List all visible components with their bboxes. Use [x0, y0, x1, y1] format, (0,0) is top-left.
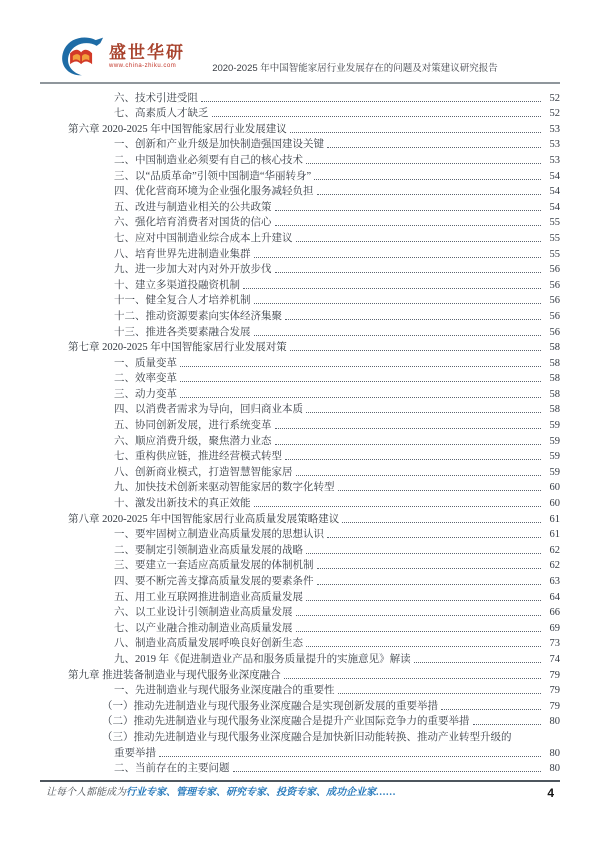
brand-name: 盛世华研 [109, 42, 185, 62]
toc-entry [40, 89, 560, 105]
toc-entry-page: 79 [549, 685, 560, 697]
dot-leader [306, 553, 541, 554]
footer-slogan-highlight: 行业专家、管理专家、研究专家、投资专家、成功企业家…… [126, 787, 396, 798]
page-footer [46, 786, 554, 800]
toc-entry-page: 59 [549, 451, 560, 463]
toc-entry-page: 80 [549, 716, 560, 728]
toc-entry-text: 第七章 2020-2025 年中国智能家居行业发展对策 [68, 342, 287, 354]
toc-entry-text: 重要举措 [114, 747, 156, 759]
company-logo [60, 34, 185, 78]
footer-slogan [46, 786, 396, 800]
toc-entry-text: 四、要不断完善支撑高质量发展的要素条件 [114, 576, 314, 587]
toc-entry [40, 650, 560, 666]
toc-entry-page: 56 [549, 326, 560, 338]
toc-entry-text: 七、应对中国制造业综合成本上升建议 [114, 232, 293, 244]
dot-leader [306, 163, 541, 164]
dot-leader [317, 584, 542, 585]
toc-entry-page: 56 [549, 295, 560, 307]
dot-leader [284, 678, 541, 679]
toc-entry-text: 三、要建立一套适应高质量发展的体制机制 [114, 560, 314, 572]
dot-leader [233, 771, 542, 772]
toc-entry [40, 619, 560, 635]
toc-entry-text: 二、要制定引领制造业高质量发展的战略 [114, 544, 303, 556]
toc-entry-text: 七、高素质人才缺乏 [114, 108, 209, 120]
toc-entry-text: 七、以产业融合推动制造业高质量发展 [114, 622, 293, 634]
toc-entry [40, 463, 560, 479]
dot-leader [290, 350, 541, 351]
toc-entry-text: 七、重构供应链，推进经营模式转型 [114, 451, 282, 463]
toc-entry-page: 59 [549, 466, 560, 478]
dot-leader [285, 319, 541, 320]
toc-entry-text: 九、进一步加大对内对外开放步伐 [114, 264, 272, 276]
toc-entry-text: 九、2019 年《促进制造业产品和服务质量提升的实施意见》解读 [114, 653, 411, 665]
toc-entry-page: 55 [549, 217, 560, 229]
dot-leader [317, 194, 542, 195]
toc-entry-text: 十一、健全复合人才培养机制 [114, 295, 251, 307]
toc-entry [40, 136, 560, 152]
toc-entry [40, 385, 560, 401]
toc-entry-text: 二、效率变革 [114, 373, 177, 385]
toc-entry-text: 三、动力变革 [114, 388, 177, 400]
toc-entry [40, 339, 560, 355]
toc-entry-text: 第九章 推进装备制造业与现代服务业深度融合 [68, 669, 281, 681]
toc-entry-text: 八、创新商业模式，打造智慧智能家居 [114, 466, 293, 478]
toc-entry-text: 三、以“品质革命”引领中国制造“华丽转身” [114, 170, 312, 182]
toc-entry-text: （二）推动先进制造业与现代服务业深度融合是提升产业国际竞争力的重要举措 [102, 716, 470, 728]
dot-leader [180, 397, 541, 398]
toc-entry-page: 52 [549, 108, 560, 120]
toc-entry-page: 54 [549, 170, 560, 182]
toc-entry [40, 229, 560, 245]
toc-entry-page: 56 [549, 264, 560, 276]
dot-leader [296, 615, 542, 616]
toc-entry-text: （一）推动先进制造业与现代服务业深度融合是实现创新发展的重要举措 [102, 700, 438, 712]
logo-text-block [109, 44, 185, 69]
toc-entry [40, 183, 560, 199]
dot-leader [441, 709, 541, 710]
dot-leader [275, 225, 542, 226]
dot-leader [275, 210, 542, 211]
dot-leader [212, 116, 542, 117]
toc-entry-page: 69 [549, 622, 560, 634]
toc-entry-text: 六、强化培育消费者对国货的信心 [114, 217, 272, 229]
dot-leader [296, 475, 542, 476]
toc-entry-text: 九、加快技术创新来驱动智能家居的数字化转型 [114, 482, 335, 494]
toc-entry-text: 四、优化营商环境为企业强化服务减轻负担 [114, 186, 314, 198]
toc-entry [40, 728, 560, 744]
toc-entry [40, 760, 560, 776]
toc-entry-page: 55 [549, 232, 560, 244]
toc-entry-page: 58 [549, 388, 560, 400]
toc-entry [40, 307, 560, 323]
toc-entry-text: （三）推动先进制造业与现代服务业深度融合是加快新旧动能转换、推动产业转型升级的 [102, 731, 512, 743]
toc-entry-page: 55 [549, 248, 560, 260]
toc-entry-page: 54 [549, 186, 560, 198]
toc-entry [40, 416, 560, 432]
dot-leader [327, 537, 541, 538]
toc-entry-page: 60 [549, 498, 560, 510]
dot-leader [306, 600, 541, 601]
toc-entry-page: 52 [549, 92, 560, 104]
dot-leader [285, 459, 541, 460]
page-header [40, 0, 560, 84]
toc-entry [40, 198, 560, 214]
toc-entry-page: 56 [549, 310, 560, 322]
dot-leader [254, 335, 542, 336]
toc-entry [40, 105, 560, 121]
dot-leader [290, 132, 541, 133]
toc-entry-text: 四、以消费者需求为导向，回归商业本质 [114, 404, 303, 416]
toc-entry-page: 58 [549, 373, 560, 385]
toc-entry [40, 292, 560, 308]
toc-entry [40, 635, 560, 651]
toc-entry-text: 第六章 2020-2025 年中国智能家居行业发展建议 [68, 123, 287, 135]
toc-entry [40, 572, 560, 588]
toc-entry [40, 261, 560, 277]
toc-entry [40, 541, 560, 557]
toc-entry-page: 80 [549, 763, 560, 775]
dot-leader [306, 412, 541, 413]
toc-entry-page: 73 [549, 638, 560, 650]
toc-entry [40, 245, 560, 261]
dot-leader [327, 147, 541, 148]
toc-entry-text: 二、中国制造业必须要有自己的核心技术 [114, 154, 303, 166]
dot-leader [414, 662, 541, 663]
brand-url: www.china-zhiku.com [109, 62, 177, 69]
toc-entry-page: 79 [549, 669, 560, 681]
toc-entry-page: 79 [549, 700, 560, 712]
toc-entry-page: 53 [549, 154, 560, 166]
toc-entry-text: 第八章 2020-2025 年中国智能家居行业高质量发展策略建议 [68, 513, 340, 525]
toc-entry-text: 十、激发出新技术的真正效能 [114, 498, 251, 510]
dot-leader [254, 257, 542, 258]
dot-leader [275, 272, 542, 273]
toc-entry [40, 401, 560, 417]
dot-leader [306, 646, 541, 647]
toc-entry-text: 一、先进制造业与现代服务业深度融合的重要性 [114, 685, 335, 697]
dot-leader [180, 381, 541, 382]
dot-leader [473, 724, 542, 725]
toc-entry [40, 588, 560, 604]
toc [40, 89, 560, 775]
toc-entry [40, 666, 560, 682]
dot-leader [317, 568, 542, 569]
toc-entry-page: 63 [549, 576, 560, 587]
toc-entry [40, 697, 560, 713]
footer-divider [40, 780, 560, 782]
toc-entry [40, 120, 560, 136]
dot-leader [201, 101, 541, 102]
toc-entry-page: 61 [549, 513, 560, 525]
toc-entry [40, 370, 560, 386]
dot-leader [314, 179, 541, 180]
toc-entry [40, 557, 560, 573]
dot-leader [296, 241, 542, 242]
toc-entry-page: 80 [549, 747, 560, 759]
toc-entry-text: 六、技术引进受阻 [114, 92, 198, 104]
toc-entry [40, 448, 560, 464]
dot-leader [275, 428, 542, 429]
dot-leader [342, 522, 541, 523]
dot-leader [180, 366, 541, 367]
toc-entry-page: 58 [549, 404, 560, 416]
book-swoosh-logo-icon [60, 34, 104, 78]
toc-entry-page: 60 [549, 482, 560, 494]
toc-entry-text: 八、制造业高质量发展呼唤良好创新生态 [114, 638, 303, 650]
toc-entry [40, 526, 560, 542]
toc-entry-text: 一、要牢固树立制造业高质量发展的思想认识 [114, 529, 324, 541]
toc-entry-page: 53 [549, 139, 560, 151]
toc-entry-page: 53 [549, 123, 560, 135]
toc-entry-text: 十、建立多渠道投融资机制 [114, 279, 240, 291]
toc-entry-page: 74 [549, 653, 560, 665]
dot-leader [254, 303, 542, 304]
toc-entry-text: 五、改进与制造业相关的公共政策 [114, 201, 272, 213]
footer-slogan-prefix: 让每个人都能成为 [46, 787, 126, 798]
toc-entry-text: 二、当前存在的主要问题 [114, 763, 230, 775]
toc-entry [40, 510, 560, 526]
toc-entry [40, 276, 560, 292]
toc-entry [40, 744, 560, 760]
toc-entry-page: 59 [549, 420, 560, 432]
toc-entry-text: 十二、推动资源要素向实体经济集聚 [114, 310, 282, 322]
toc-entry-text: 六、以工业设计引领制造业高质量发展 [114, 607, 293, 619]
toc-entry-page: 61 [549, 529, 560, 541]
dot-leader [254, 506, 542, 507]
toc-entry-text: 一、创新和产业升级是加快制造强国建设关键 [114, 139, 324, 151]
dot-leader [275, 444, 542, 445]
toc-entry-text: 一、质量变革 [114, 357, 177, 369]
toc-entry [40, 151, 560, 167]
toc-entry-page: 66 [549, 607, 560, 619]
toc-entry [40, 323, 560, 339]
toc-entry [40, 494, 560, 510]
toc-entry-text: 十三、推进各类要素融合发展 [114, 326, 251, 338]
toc-entry [40, 682, 560, 698]
toc-entry-page: 58 [549, 342, 560, 354]
toc-entry-text: 六、顺应消费升级，聚焦潜力业态 [114, 435, 272, 447]
dot-leader [338, 693, 542, 694]
dot-leader [296, 631, 542, 632]
toc-entry [40, 167, 560, 183]
toc-entry-page: 56 [549, 279, 560, 291]
toc-entry-page: 58 [549, 357, 560, 369]
report-title: 2020-2025 年中国智能家居行业发展存在的问题及对策建议研究报告 [212, 63, 498, 74]
toc-entry-page: 62 [549, 560, 560, 572]
toc-entry-page: 64 [549, 591, 560, 603]
toc-entry-text: 八、培育世界先进制造业集群 [114, 248, 251, 260]
toc-entry [40, 354, 560, 370]
toc-entry [40, 479, 560, 495]
dot-leader [243, 288, 541, 289]
page-number: 4 [547, 786, 554, 800]
toc-entry [40, 214, 560, 230]
toc-entry [40, 604, 560, 620]
toc-entry-page: 54 [549, 201, 560, 213]
dot-leader [338, 490, 542, 491]
toc-entry-page: 62 [549, 544, 560, 556]
toc-entry [40, 713, 560, 729]
toc-entry [40, 432, 560, 448]
toc-entry-text: 五、用工业互联网推进制造业高质量发展 [114, 591, 303, 603]
toc-entry-text: 五、协同创新发展，进行系统变革 [114, 420, 272, 432]
toc-entry-page: 59 [549, 435, 560, 447]
dot-leader [159, 756, 541, 757]
